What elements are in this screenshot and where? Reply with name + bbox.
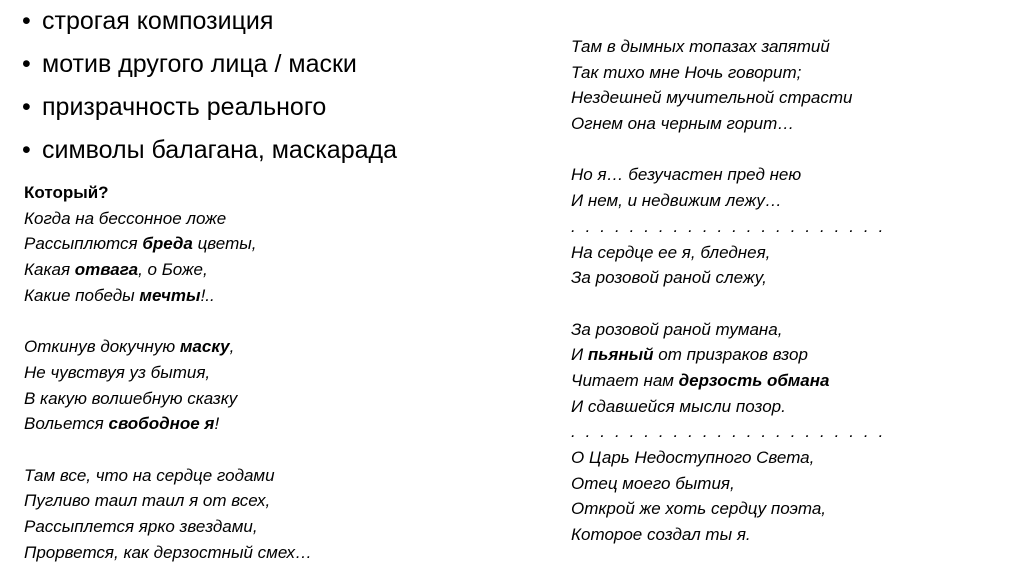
poem-line <box>24 386 312 412</box>
line-text: Рассыплются <box>24 234 143 254</box>
line-text: Какая <box>24 260 75 280</box>
line-text: Читает нам <box>571 370 679 390</box>
line-text: цветы, <box>192 234 257 254</box>
line-text: Прорвется, как дерзостный смех… <box>24 542 313 562</box>
poem-line <box>571 522 886 548</box>
line-text: от призраков взор <box>653 345 808 365</box>
stanza-break <box>571 137 886 163</box>
poem-line <box>571 471 886 497</box>
line-text: Какие победы <box>24 285 140 305</box>
poem-title: Который? <box>24 183 109 202</box>
poem-line <box>571 317 886 343</box>
line-text: За розовой раной слежу, <box>571 268 767 288</box>
emphasized-word: мечты <box>139 285 201 305</box>
line-text: Которое создал ты я. <box>571 525 751 545</box>
emphasized-word: маску <box>179 337 230 357</box>
bullet-dot-icon: • <box>22 136 31 164</box>
bullet-text: призрачность реального <box>42 93 327 121</box>
poem-line <box>24 231 312 257</box>
bullet-item <box>22 93 397 136</box>
line-text: Пугливо таил таил я от всех, <box>24 491 271 511</box>
emphasized-word: свободное я <box>108 414 215 434</box>
line-text: Рассыплется ярко звездами, <box>24 516 258 536</box>
poem-line <box>571 419 886 445</box>
ellipsis-divider: . . . . . . . . . . . . . . . . . . . . . . <box>571 422 886 442</box>
ellipsis-divider: . . . . . . . . . . . . . . . . . . . . . . <box>571 216 886 236</box>
poem-line <box>571 60 886 86</box>
line-text: На сердце ее я, бледнея, <box>571 242 771 262</box>
poem-line <box>24 540 312 566</box>
stanza-break <box>24 437 312 463</box>
line-text: Там все, что на сердце годами <box>24 465 275 485</box>
line-text: Там в дымных топазах запятий <box>571 37 830 56</box>
poem-line <box>571 342 886 368</box>
bullet-dot-icon: • <box>22 50 31 78</box>
bullet-text: строгая композиция <box>42 7 274 35</box>
poem-line <box>24 283 312 309</box>
line-text: И <box>571 345 588 365</box>
poem-line <box>571 85 886 111</box>
bullet-text: мотив другого лица / маски <box>42 50 357 78</box>
line-text: И сдавшейся мысли позор. <box>571 396 786 416</box>
poem-line <box>571 496 886 522</box>
poem-line <box>571 34 886 60</box>
line-text: Откинув докучную <box>24 337 180 357</box>
line-text: , о Боже, <box>138 260 208 280</box>
line-text: За розовой раной тумана, <box>571 319 783 339</box>
bullet-dot-icon: • <box>22 93 31 121</box>
poem-line <box>24 334 312 360</box>
right-poem-lines <box>571 34 886 548</box>
emphasized-word: отвага <box>74 260 139 280</box>
line-text: В какую волшебную сказку <box>24 388 238 408</box>
line-text: Нездешней мучительной страсти <box>571 88 853 108</box>
stanza-break <box>571 291 886 317</box>
line-text: Когда на бессонное ложе <box>24 208 227 228</box>
line-text: , <box>229 337 235 357</box>
left-poem-lines <box>24 206 312 566</box>
line-text: Так тихо мне Ночь говорит; <box>571 62 802 82</box>
left-poem <box>24 180 312 565</box>
poem-line <box>24 257 312 283</box>
poem-line <box>571 445 886 471</box>
bullet-item <box>22 50 397 93</box>
line-text: !.. <box>200 285 215 305</box>
line-text: И нем, и недвижим лежу… <box>571 191 782 211</box>
bullet-dot-icon: • <box>22 7 31 35</box>
poem-line <box>571 214 886 240</box>
line-text: Отец моего бытия, <box>571 473 735 493</box>
line-text: Но я… безучастен пред нею <box>571 165 802 185</box>
poem-line <box>24 411 312 437</box>
stanza-break <box>24 308 312 334</box>
poem-line <box>24 514 312 540</box>
poem-line <box>571 188 886 214</box>
bullet-item <box>22 136 397 179</box>
line-text: Не чувствуя уз бытия, <box>24 362 211 382</box>
line-text: Вольется <box>24 414 109 434</box>
line-text: Открой же хоть сердцу поэта, <box>571 499 827 519</box>
emphasized-word: пьяный <box>587 345 654 365</box>
poem-line <box>571 265 886 291</box>
poem-line <box>24 463 312 489</box>
right-poem <box>571 34 886 548</box>
poem-line <box>24 488 312 514</box>
emphasized-word: дерзость обмана <box>678 370 830 390</box>
line-text: ! <box>214 414 220 434</box>
topic-bullet-list <box>22 7 397 179</box>
poem-line <box>571 162 886 188</box>
bullet-item <box>22 7 397 50</box>
line-text: О Царь Недоступного Света, <box>571 448 815 467</box>
poem-line <box>24 206 312 232</box>
poem-line <box>571 111 886 137</box>
poem-line <box>24 360 312 386</box>
poem-line <box>571 368 886 394</box>
poem-line <box>571 240 886 266</box>
line-text: Огнем она черным горит… <box>571 114 795 134</box>
poem-line <box>571 394 886 420</box>
emphasized-word: бреда <box>142 234 193 254</box>
bullet-text: символы балагана, маскарада <box>42 136 398 164</box>
